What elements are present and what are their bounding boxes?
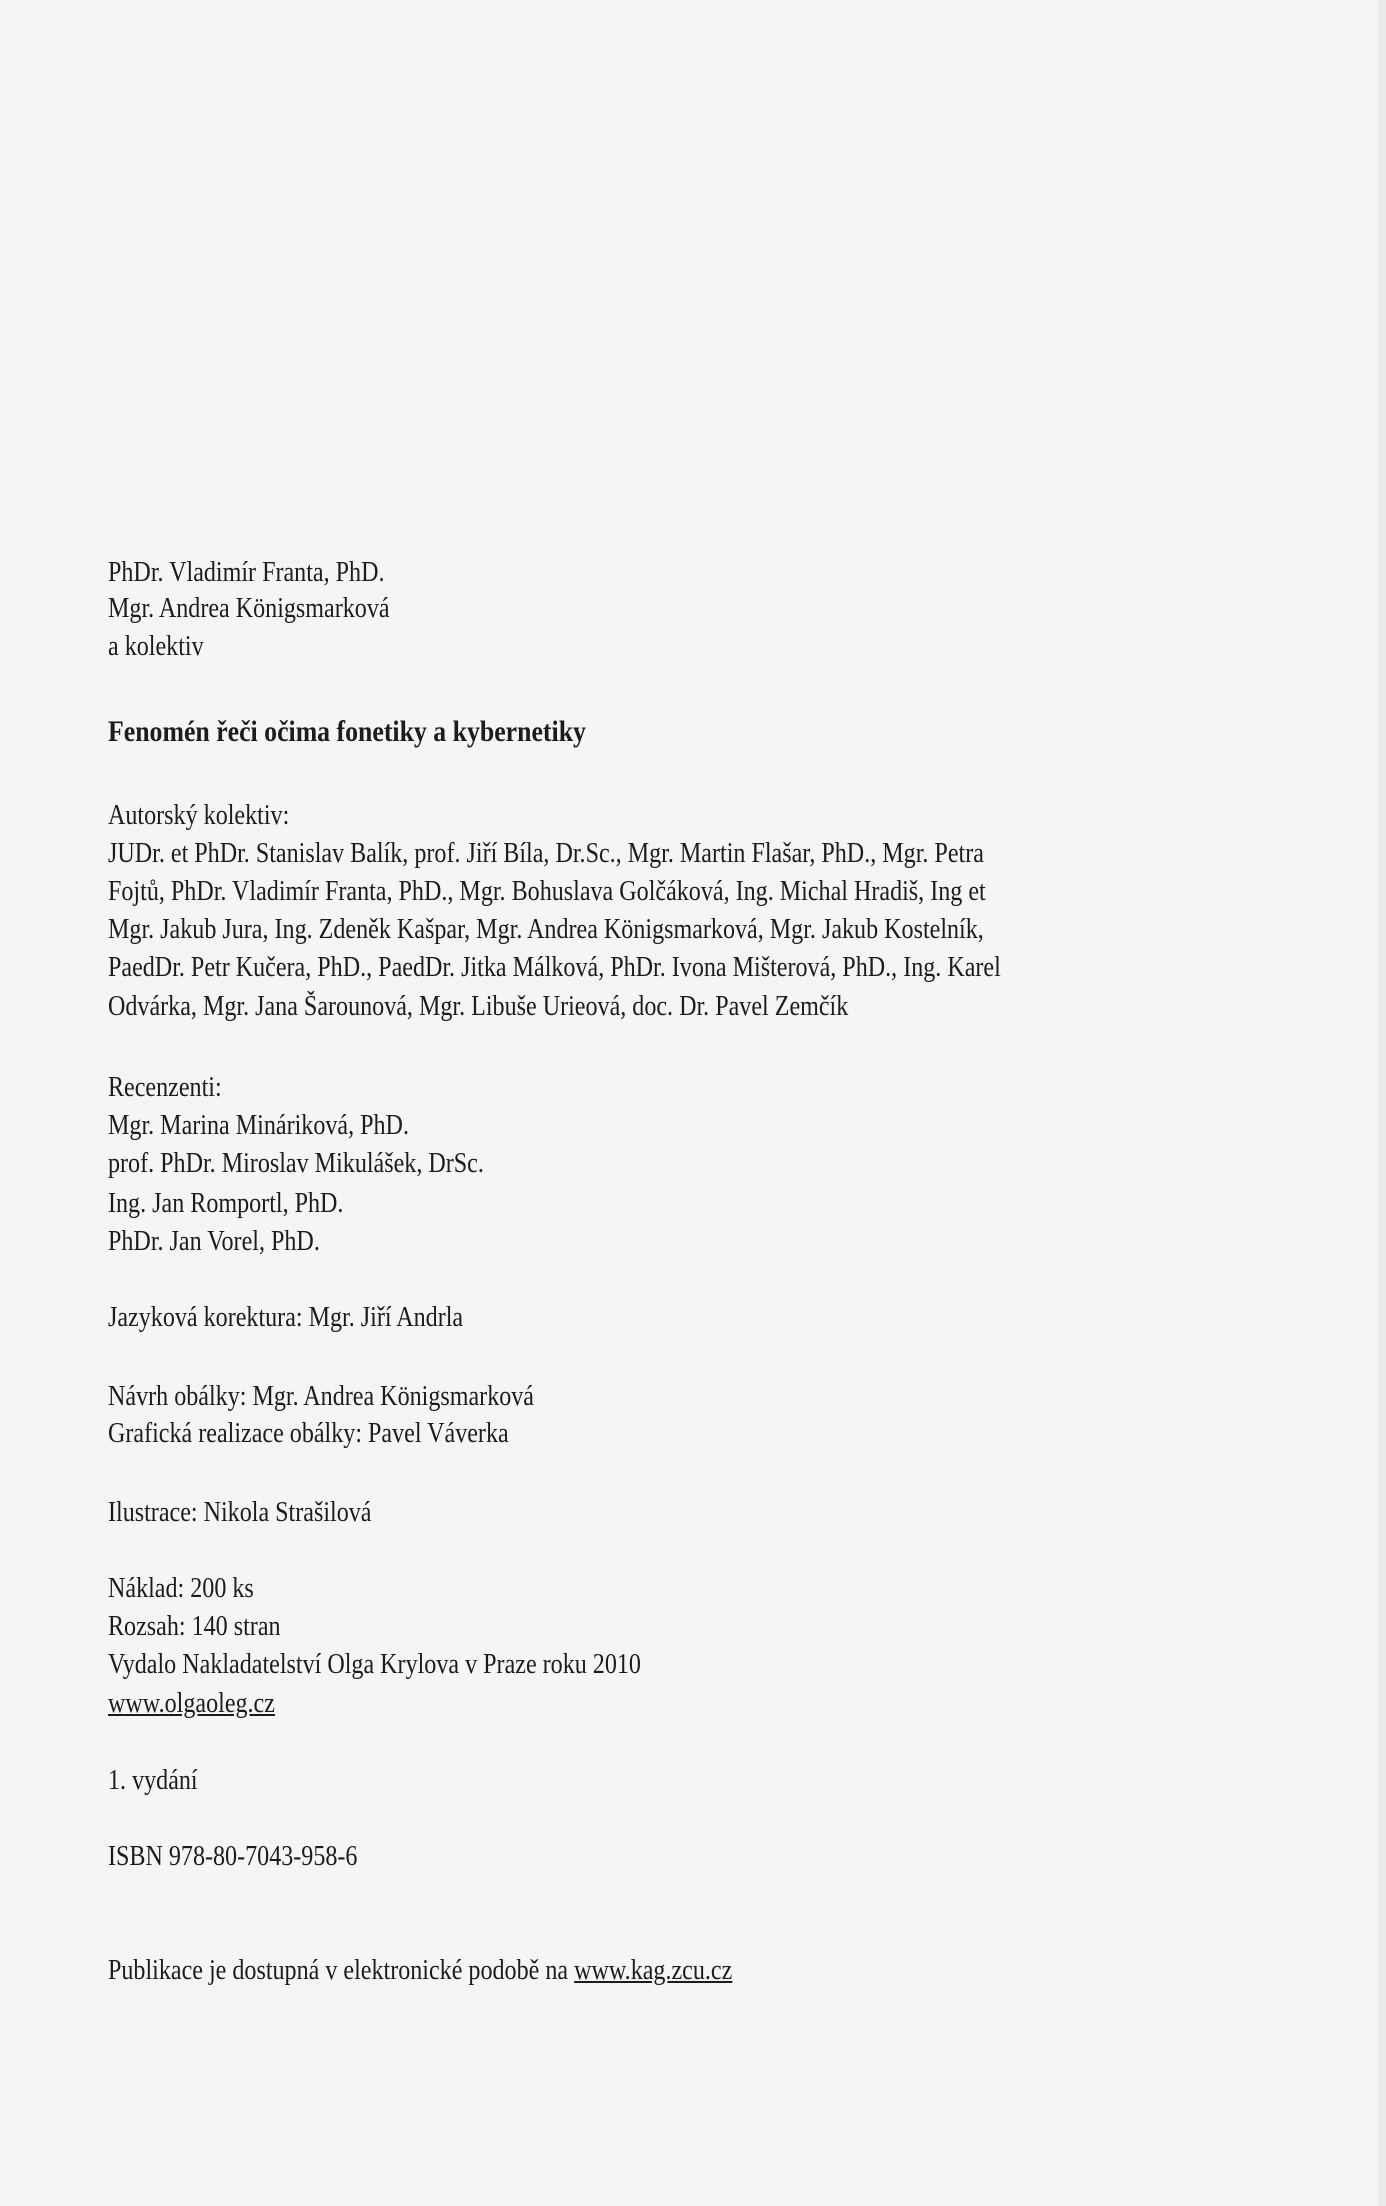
print-run: Náklad: 200 ks — [108, 1573, 254, 1604]
page-count: Rozsah: 140 stran — [108, 1611, 281, 1642]
availability-note — [108, 1954, 732, 1988]
author-collective-label: Autorský kolektiv: — [108, 800, 290, 831]
reviewer: prof. PhDr. Miroslav Mikulášek, DrSc. — [108, 1148, 484, 1179]
author-collective-line: Mgr. Jakub Jura, Ing. Zdeněk Kašpar, Mgr. Andrea Königsmarková, Mgr. Jakub Kostelník, — [108, 914, 984, 945]
proofreading: Jazyková korektura: Mgr. Jiří Andrla — [108, 1302, 464, 1333]
reviewers-label: Recenzenti: — [108, 1072, 222, 1103]
page-edge — [1378, 0, 1386, 2206]
author-2: Mgr. Andrea Königsmarková — [108, 593, 390, 624]
availability-text: Publikace je dostupná v elektronické podobě na — [108, 1955, 569, 1986]
cover-design: Návrh obálky: Mgr. Andrea Königsmarková — [108, 1381, 535, 1412]
publisher-link[interactable]: www.olgaoleg.cz — [108, 1688, 275, 1719]
author-collective-line: PaedDr. Petr Kučera, PhD., PaedDr. Jitka Málková, PhDr. Ivona Mišterová, PhD., Ing. Karel — [108, 952, 1001, 983]
author-collective-line: JUDr. et PhDr. Stanislav Balík, prof. Jiří Bíla, Dr.Sc., Mgr. Martin Flašar, PhD., Mgr. Petra — [108, 838, 984, 869]
isbn: ISBN 978-80-7043-958-6 — [108, 1841, 358, 1872]
author-1: PhDr. Vladimír Franta, PhD. — [108, 557, 385, 588]
edition: 1. vydání — [108, 1765, 198, 1796]
reviewer: Ing. Jan Romportl, PhD. — [108, 1188, 344, 1219]
author-collective-note: a kolektiv — [108, 631, 204, 662]
author-collective-line: Odvárka, Mgr. Jana Šarounová, Mgr. Libuše Urieová, doc. Dr. Pavel Zemčík — [108, 991, 849, 1022]
illustrations: Ilustrace: Nikola Strašilová — [108, 1497, 372, 1528]
cover-graphics: Grafická realizace obálky: Pavel Váverka — [108, 1418, 509, 1449]
reviewer: Mgr. Marina Mináriková, PhD. — [108, 1110, 409, 1141]
author-collective-line: Fojtů, PhDr. Vladimír Franta, PhD., Mgr. Bohuslava Golčáková, Ing. Michal Hradiš, Ing et — [108, 876, 986, 907]
reviewer: PhDr. Jan Vorel, PhD. — [108, 1226, 320, 1257]
availability-link[interactable]: www.kag.zcu.cz — [574, 1955, 733, 1986]
book-title: Fenomén řeči očima fonetiky a kybernetiky — [108, 715, 586, 748]
publisher: Vydalo Nakladatelství Olga Krylova v Praze roku 2010 — [108, 1649, 641, 1680]
